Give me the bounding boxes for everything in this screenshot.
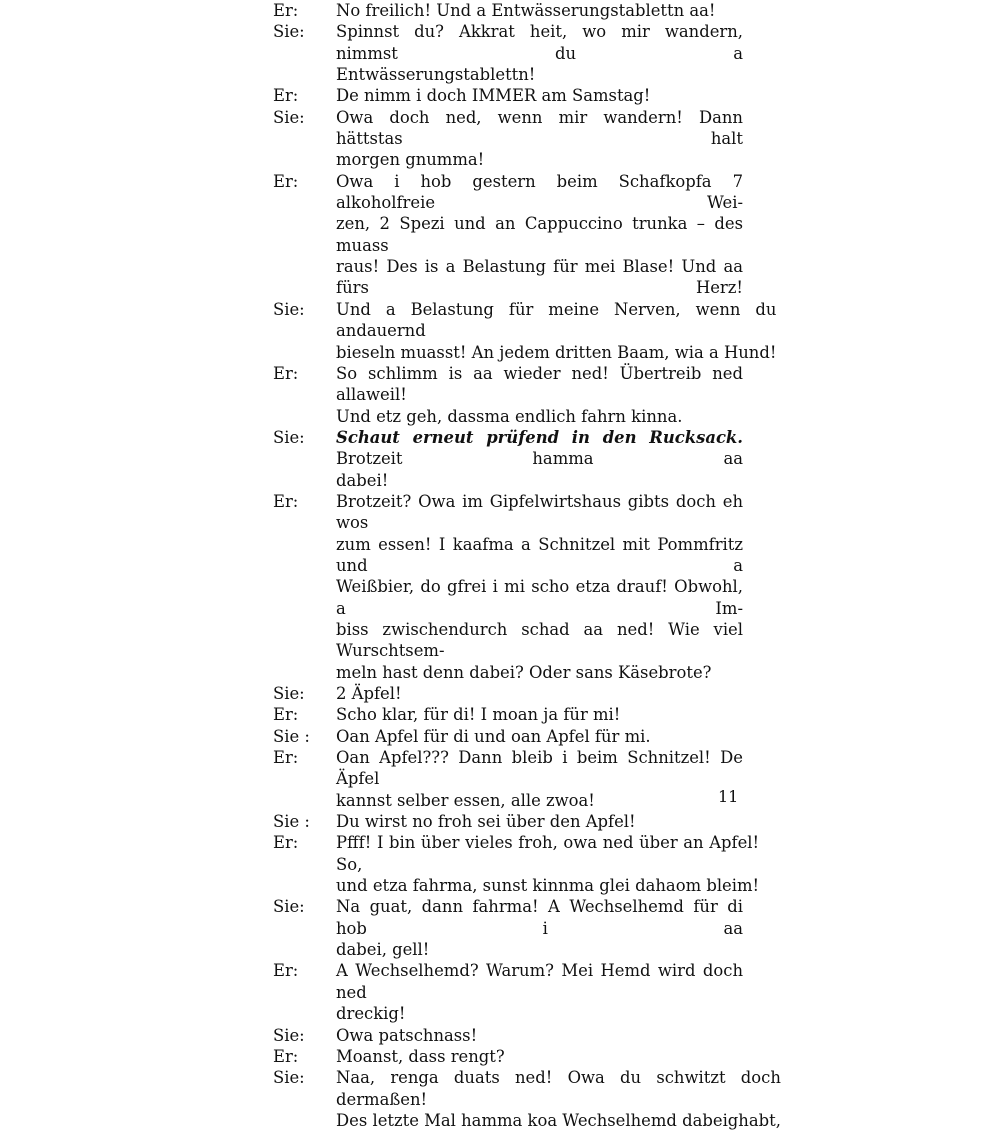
speech-line (336, 107, 743, 150)
speaker-label: Sie : (273, 726, 310, 746)
speech-segment: A Wechselhemd? Warum? Mei Hemd wird doch ned (336, 961, 743, 1002)
speech-segment: 2 Äpfel! (336, 684, 402, 703)
speaker-label: Sie: (273, 299, 305, 319)
dialogue-entry (273, 811, 743, 832)
speech-text (336, 107, 743, 171)
speech-segment: So schlimm is aa wieder ned! Übertreib ned allaweil! (336, 363, 743, 405)
speech-line (336, 470, 743, 491)
dialogue-entry (273, 171, 743, 299)
speech-line (336, 171, 743, 214)
speech-segment: meln hast denn dabei? Oder sans Käsebrote? (336, 662, 712, 682)
dialogue-entry (273, 704, 743, 725)
speech-line (336, 811, 743, 832)
speech-text (336, 85, 743, 106)
speech-text (336, 960, 743, 1024)
speech-text (336, 21, 743, 85)
speech-segment: Oan Apfel für di und oan Apfel für mi. (336, 726, 651, 746)
speech-segment: Owa doch ned, wenn mir wandern! Dann hättstas halt (336, 107, 743, 149)
speech-segment: dabei! (336, 470, 389, 490)
dialogue-entry (273, 0, 743, 21)
speaker-label: Er: (273, 748, 299, 768)
speech-segment: Scho klar, für di! I moan ja für mi! (336, 705, 621, 725)
speech-segment: morgen gnumma! (336, 150, 485, 170)
speaker-label: Sie: (273, 1068, 305, 1088)
speech-line (336, 363, 743, 406)
speech-segment: biss zwischendurch schad aa ned! Wie viel Wurschtsem- (336, 619, 743, 661)
speaker-label: Er: (273, 86, 299, 106)
speech-text (336, 0, 743, 21)
speech-text (336, 896, 743, 960)
dialogue-entry (273, 299, 777, 363)
speech-segment: Du wirst no froh sei über den Apfel! (336, 812, 636, 832)
speaker-label: Sie: (273, 684, 305, 703)
speech-line (336, 896, 743, 939)
speech-segment: Und a Belastung für meine Nerven, wenn du andauernd (336, 299, 777, 341)
speech-line (336, 747, 743, 790)
speech-text (336, 491, 743, 683)
speech-line (336, 1067, 781, 1110)
speech-line (336, 342, 776, 363)
speech-text (336, 1067, 781, 1131)
speech-line (336, 704, 743, 725)
speech-text (336, 363, 743, 427)
speech-segment: No freilich! Und a Entwässerungstablettn aa! (336, 1, 716, 20)
speaker-label: Er: (273, 705, 299, 725)
dialogue-entry (273, 85, 743, 106)
speech-segment: Owa patschnass! (336, 1025, 478, 1045)
speech-line (336, 787, 743, 811)
speech-line (336, 683, 743, 704)
speech-segment: Moanst, dass rengt? (336, 1046, 505, 1066)
speech-segment: dreckig! (336, 1004, 406, 1024)
speaker-label: Er: (273, 171, 299, 191)
speech-line (336, 0, 743, 21)
dialogue-entry (273, 427, 743, 491)
speaker-label: Sie: (273, 427, 305, 447)
speech-segment: Oan Apfel??? Dann bleib i beim Schnitzel! De Äpfel (336, 748, 743, 789)
dialogue-entry (273, 747, 743, 811)
speech-segment: kannst selber essen, alle zwoa! (336, 790, 595, 810)
speech-text (336, 811, 743, 832)
speech-text (336, 171, 743, 299)
speech-line (336, 1110, 781, 1131)
speech-line (336, 64, 743, 85)
speech-text (336, 683, 743, 704)
speech-segment: Brotzeit? Owa im Gipfelwirtshaus gibts doch eh wos (336, 491, 743, 533)
speaker-label: Er: (273, 961, 299, 981)
speech-segment: dabei, gell! (336, 940, 430, 960)
speaker-label: Er: (273, 1046, 299, 1066)
speech-segment: raus! Des is a Belastung für mei Blase! Und aa fürs Herz! (336, 257, 743, 298)
speech-text (336, 427, 743, 491)
speech-segment: Pfff! I bin über vieles froh, owa ned über an Apfel! So, (336, 833, 760, 874)
speech-segment: Und etz geh, dassma endlich fahrn kinna. (336, 406, 683, 426)
speech-segment: Des letzte Mal hamma koa Wechselhemd dabeighabt, (336, 1110, 781, 1130)
dialogue-entry (273, 21, 743, 85)
speech-text (336, 299, 776, 363)
dialogue-entry (273, 1046, 743, 1067)
dialogue-entry (273, 832, 760, 896)
speech-text (336, 1025, 743, 1046)
speech-line (336, 619, 743, 662)
speech-text (336, 832, 759, 896)
speech-segment: Naa, renga duats ned! Owa du schwitzt doch dermaßen! (336, 1068, 781, 1109)
speech-text (336, 1046, 743, 1067)
speech-line (336, 534, 743, 577)
speech-segment: Na guat, dann fahrma! A Wechselhemd für di hob i aa (336, 897, 743, 938)
speaker-label: Er: (273, 833, 299, 853)
speech-line (336, 406, 743, 427)
speech-text (336, 726, 743, 747)
speech-line (336, 576, 743, 619)
speech-segment: Spinnst du? Akkrat heit, wo mir wandern, nimmst du a (336, 22, 743, 63)
dialogue-entry (273, 960, 743, 1024)
dialogue-entry (273, 1067, 781, 1131)
speech-line (336, 960, 743, 1003)
speech-line (336, 149, 743, 170)
speech-line (336, 939, 743, 960)
speech-line (336, 1025, 743, 1046)
dialogue-entry (273, 1025, 743, 1046)
page-number: 11 (718, 787, 739, 806)
speaker-label: Sie: (273, 22, 305, 42)
speech-line (336, 875, 759, 896)
speech-segment: zum essen! I kaafma a Schnitzel mit Pommfritz und a (336, 534, 743, 575)
speech-segment: Weißbier, do gfrei i mi scho etza drauf! Obwohl, a Im- (336, 577, 743, 618)
speaker-label: Sie : (273, 812, 310, 832)
speech-text (336, 747, 743, 811)
speaker-label: Sie: (273, 897, 305, 917)
dialogue-entry (273, 683, 743, 704)
speech-segment: Entwässerungstablettn! (336, 65, 536, 85)
speaker-label: Sie: (273, 1025, 305, 1045)
dialogue-entry (273, 896, 743, 960)
speech-segment: Brotzeit hamma aa (336, 449, 743, 469)
speech-line (336, 832, 759, 875)
speaker-label: Er: (273, 491, 299, 511)
speech-line (336, 213, 743, 256)
speech-line (336, 21, 743, 64)
speaker-label: Er: (273, 363, 299, 383)
speech-line (336, 662, 743, 683)
speech-segment: zen, 2 Spezi und an Cappuccino trunka – des muass (336, 214, 743, 255)
speech-segment: Owa i hob gestern beim Schafkopfa 7 alkoholfreie Wei- (336, 171, 743, 213)
stage-direction: Schaut erneut prüfend in den Rucksack. (336, 427, 743, 447)
dialogue-block (273, 0, 781, 1131)
dialogue-entry (273, 726, 743, 747)
speech-text (336, 704, 743, 725)
speech-line (336, 1003, 743, 1024)
speech-line (336, 427, 743, 470)
speech-line (336, 299, 776, 342)
speaker-label: Er: (273, 1, 299, 20)
speech-segment: De nimm i doch IMMER am Samstag! (336, 86, 651, 106)
dialogue-entry (273, 363, 743, 427)
speech-segment: und etza fahrma, sunst kinnma glei dahaom bleim! (336, 876, 760, 896)
speaker-label: Sie: (273, 107, 305, 127)
dialogue-entry (273, 491, 743, 683)
speech-line (336, 1046, 743, 1067)
speech-line (336, 491, 743, 534)
speech-segment: bieseln muasst! An jedem dritten Baam, wia a Hund! (336, 342, 777, 362)
speech-line (336, 85, 743, 106)
dialogue-entry (273, 107, 743, 171)
speech-line (336, 256, 743, 299)
speech-line (336, 726, 743, 747)
